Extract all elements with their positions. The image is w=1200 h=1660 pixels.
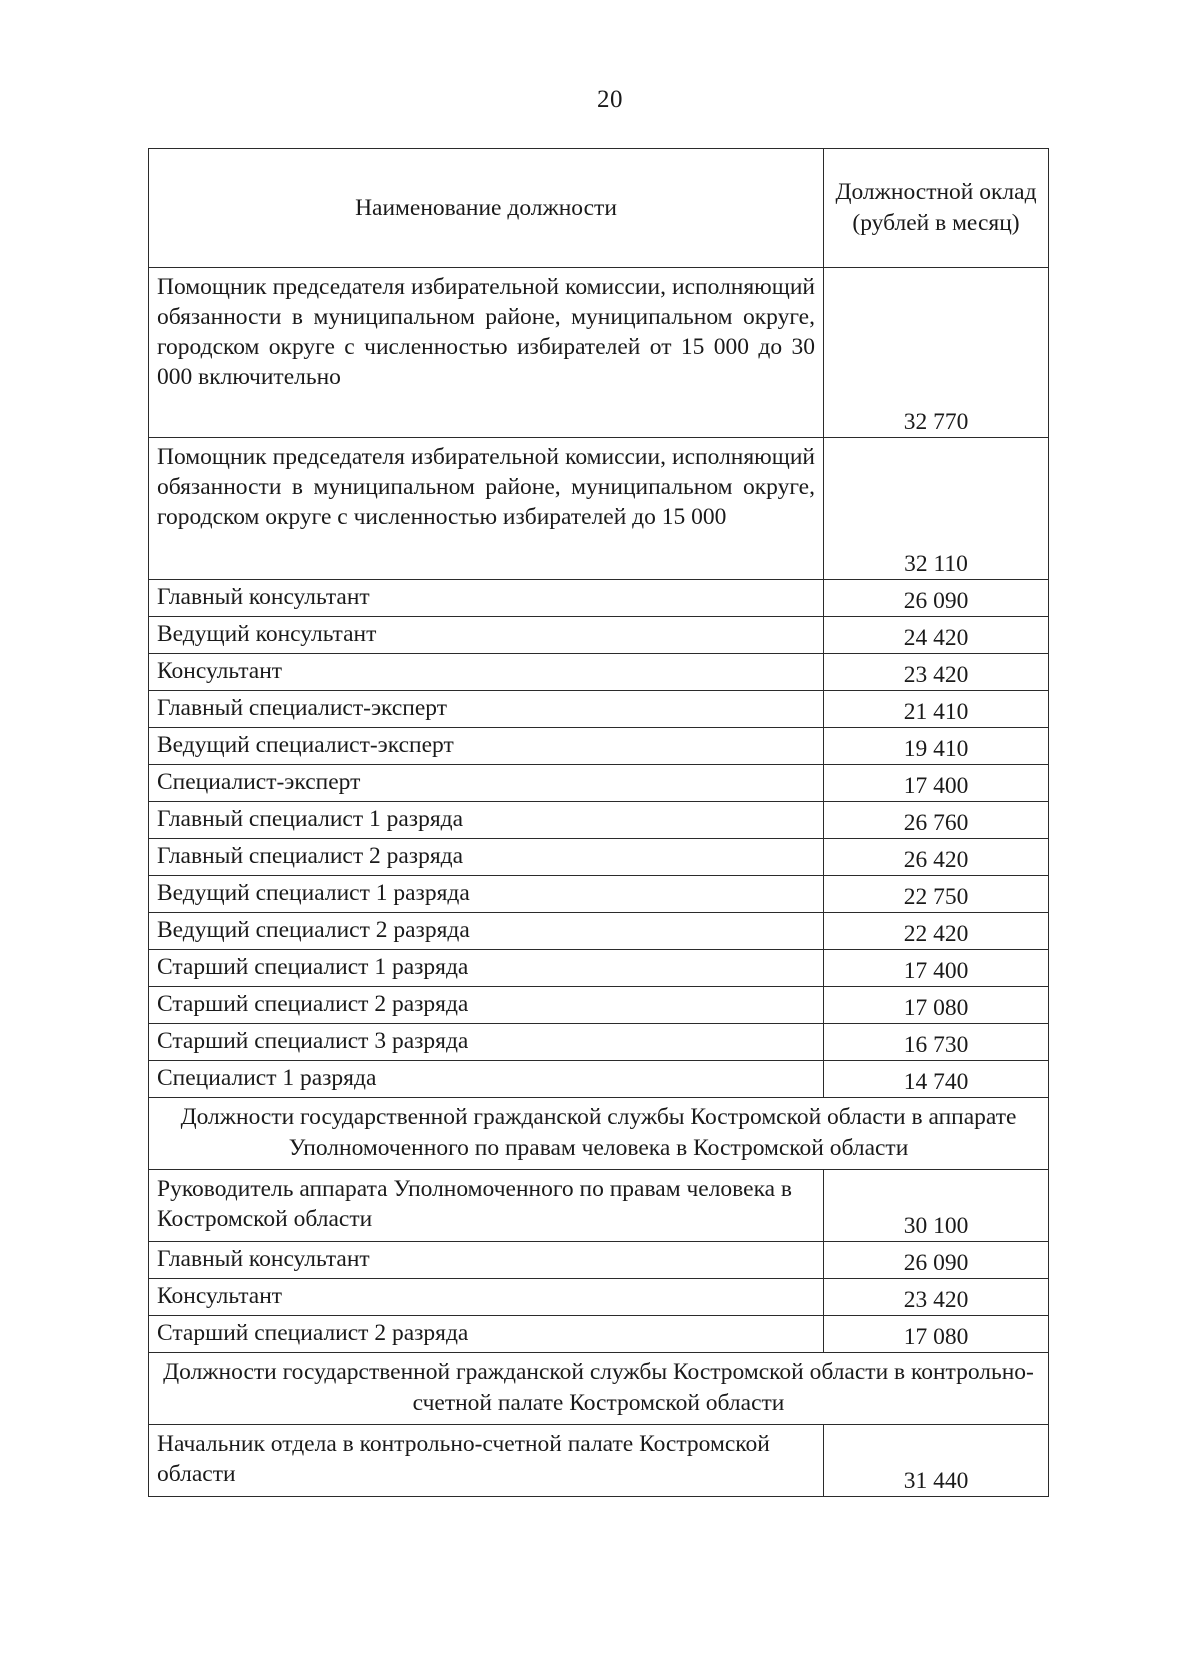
position-salary: 17 400	[824, 765, 1049, 802]
position-salary: 22 750	[824, 876, 1049, 913]
table-row	[149, 1170, 1049, 1242]
position-name: Старший специалист 3 разряда	[149, 1024, 824, 1061]
position-salary: 26 090	[824, 580, 1049, 617]
position-salary: 31 440	[824, 1425, 1049, 1497]
position-name: Ведущий специалист 2 разряда	[149, 913, 824, 950]
position-salary: 32 110	[824, 438, 1049, 580]
position-salary: 14 740	[824, 1061, 1049, 1098]
position-name: Ведущий специалист 1 разряда	[149, 876, 824, 913]
table-row	[149, 950, 1049, 987]
table-row	[149, 268, 1049, 438]
position-name: Консультант	[149, 654, 824, 691]
position-name: Старший специалист 2 разряда	[149, 987, 824, 1024]
position-name: Руководитель аппарата Уполномоченного по правам человека в Костромской области	[149, 1170, 824, 1242]
table-row	[149, 765, 1049, 802]
position-salary: 17 400	[824, 950, 1049, 987]
header-position-name: Наименование должности	[149, 149, 824, 268]
position-name: Помощник председателя избирательной комиссии, исполняющий обязанности в муниципальном районе, муниципальном округе, городском округе с численностью избирателей до 15 000	[149, 438, 824, 580]
position-name: Главный специалист 1 разряда	[149, 802, 824, 839]
table-row	[149, 617, 1049, 654]
table-row	[149, 1242, 1049, 1279]
position-name: Старший специалист 1 разряда	[149, 950, 824, 987]
page-number: 20	[597, 86, 623, 113]
table-row	[149, 876, 1049, 913]
position-name: Начальник отдела в контрольно-счетной палате Костромской области	[149, 1425, 824, 1497]
table-row	[149, 691, 1049, 728]
position-salary: 23 420	[824, 654, 1049, 691]
position-salary: 26 090	[824, 1242, 1049, 1279]
table-row	[149, 438, 1049, 580]
table-row	[149, 1061, 1049, 1098]
section-title-audit-chamber: Должности государственной гражданской службы Костромской области в контрольно-счетной палате Костромской области	[149, 1353, 1049, 1425]
position-name: Специалист 1 разряда	[149, 1061, 824, 1098]
position-name: Главный консультант	[149, 580, 824, 617]
position-salary: 17 080	[824, 987, 1049, 1024]
position-name: Ведущий консультант	[149, 617, 824, 654]
table-row	[149, 987, 1049, 1024]
position-salary: 16 730	[824, 1024, 1049, 1061]
position-salary: 19 410	[824, 728, 1049, 765]
table-row	[149, 1425, 1049, 1497]
table-row	[149, 1024, 1049, 1061]
table-row	[149, 580, 1049, 617]
position-name: Главный специалист 2 разряда	[149, 839, 824, 876]
table-row	[149, 802, 1049, 839]
table-row	[149, 1316, 1049, 1353]
table-row	[149, 839, 1049, 876]
position-name: Специалист-эксперт	[149, 765, 824, 802]
position-salary: 23 420	[824, 1279, 1049, 1316]
position-salary: 26 420	[824, 839, 1049, 876]
position-name: Ведущий специалист-эксперт	[149, 728, 824, 765]
section-header-row	[149, 1353, 1049, 1425]
header-salary: Должностной оклад (рублей в месяц)	[824, 149, 1049, 268]
position-salary: 24 420	[824, 617, 1049, 654]
position-salary: 32 770	[824, 268, 1049, 438]
table-row	[149, 654, 1049, 691]
position-salary: 26 760	[824, 802, 1049, 839]
position-salary: 30 100	[824, 1170, 1049, 1242]
position-name: Главный консультант	[149, 1242, 824, 1279]
table-header-row	[149, 149, 1049, 268]
table-row	[149, 913, 1049, 950]
section-header-row	[149, 1098, 1049, 1170]
table-row	[149, 728, 1049, 765]
position-name: Консультант	[149, 1279, 824, 1316]
position-salary: 21 410	[824, 691, 1049, 728]
salary-table	[148, 148, 1049, 1497]
position-name: Старший специалист 2 разряда	[149, 1316, 824, 1353]
position-name: Помощник председателя избирательной комиссии, исполняющий обязанности в муниципальном районе, муниципальном округе, городском округе с численностью избирателей от 15 000 до 30 000 включительно	[149, 268, 824, 438]
position-salary: 17 080	[824, 1316, 1049, 1353]
position-salary: 22 420	[824, 913, 1049, 950]
table-row	[149, 1279, 1049, 1316]
section-title-ombudsman: Должности государственной гражданской службы Костромской области в аппарате Уполномоченного по правам человека в Костромской области	[149, 1098, 1049, 1170]
position-name: Главный специалист-эксперт	[149, 691, 824, 728]
